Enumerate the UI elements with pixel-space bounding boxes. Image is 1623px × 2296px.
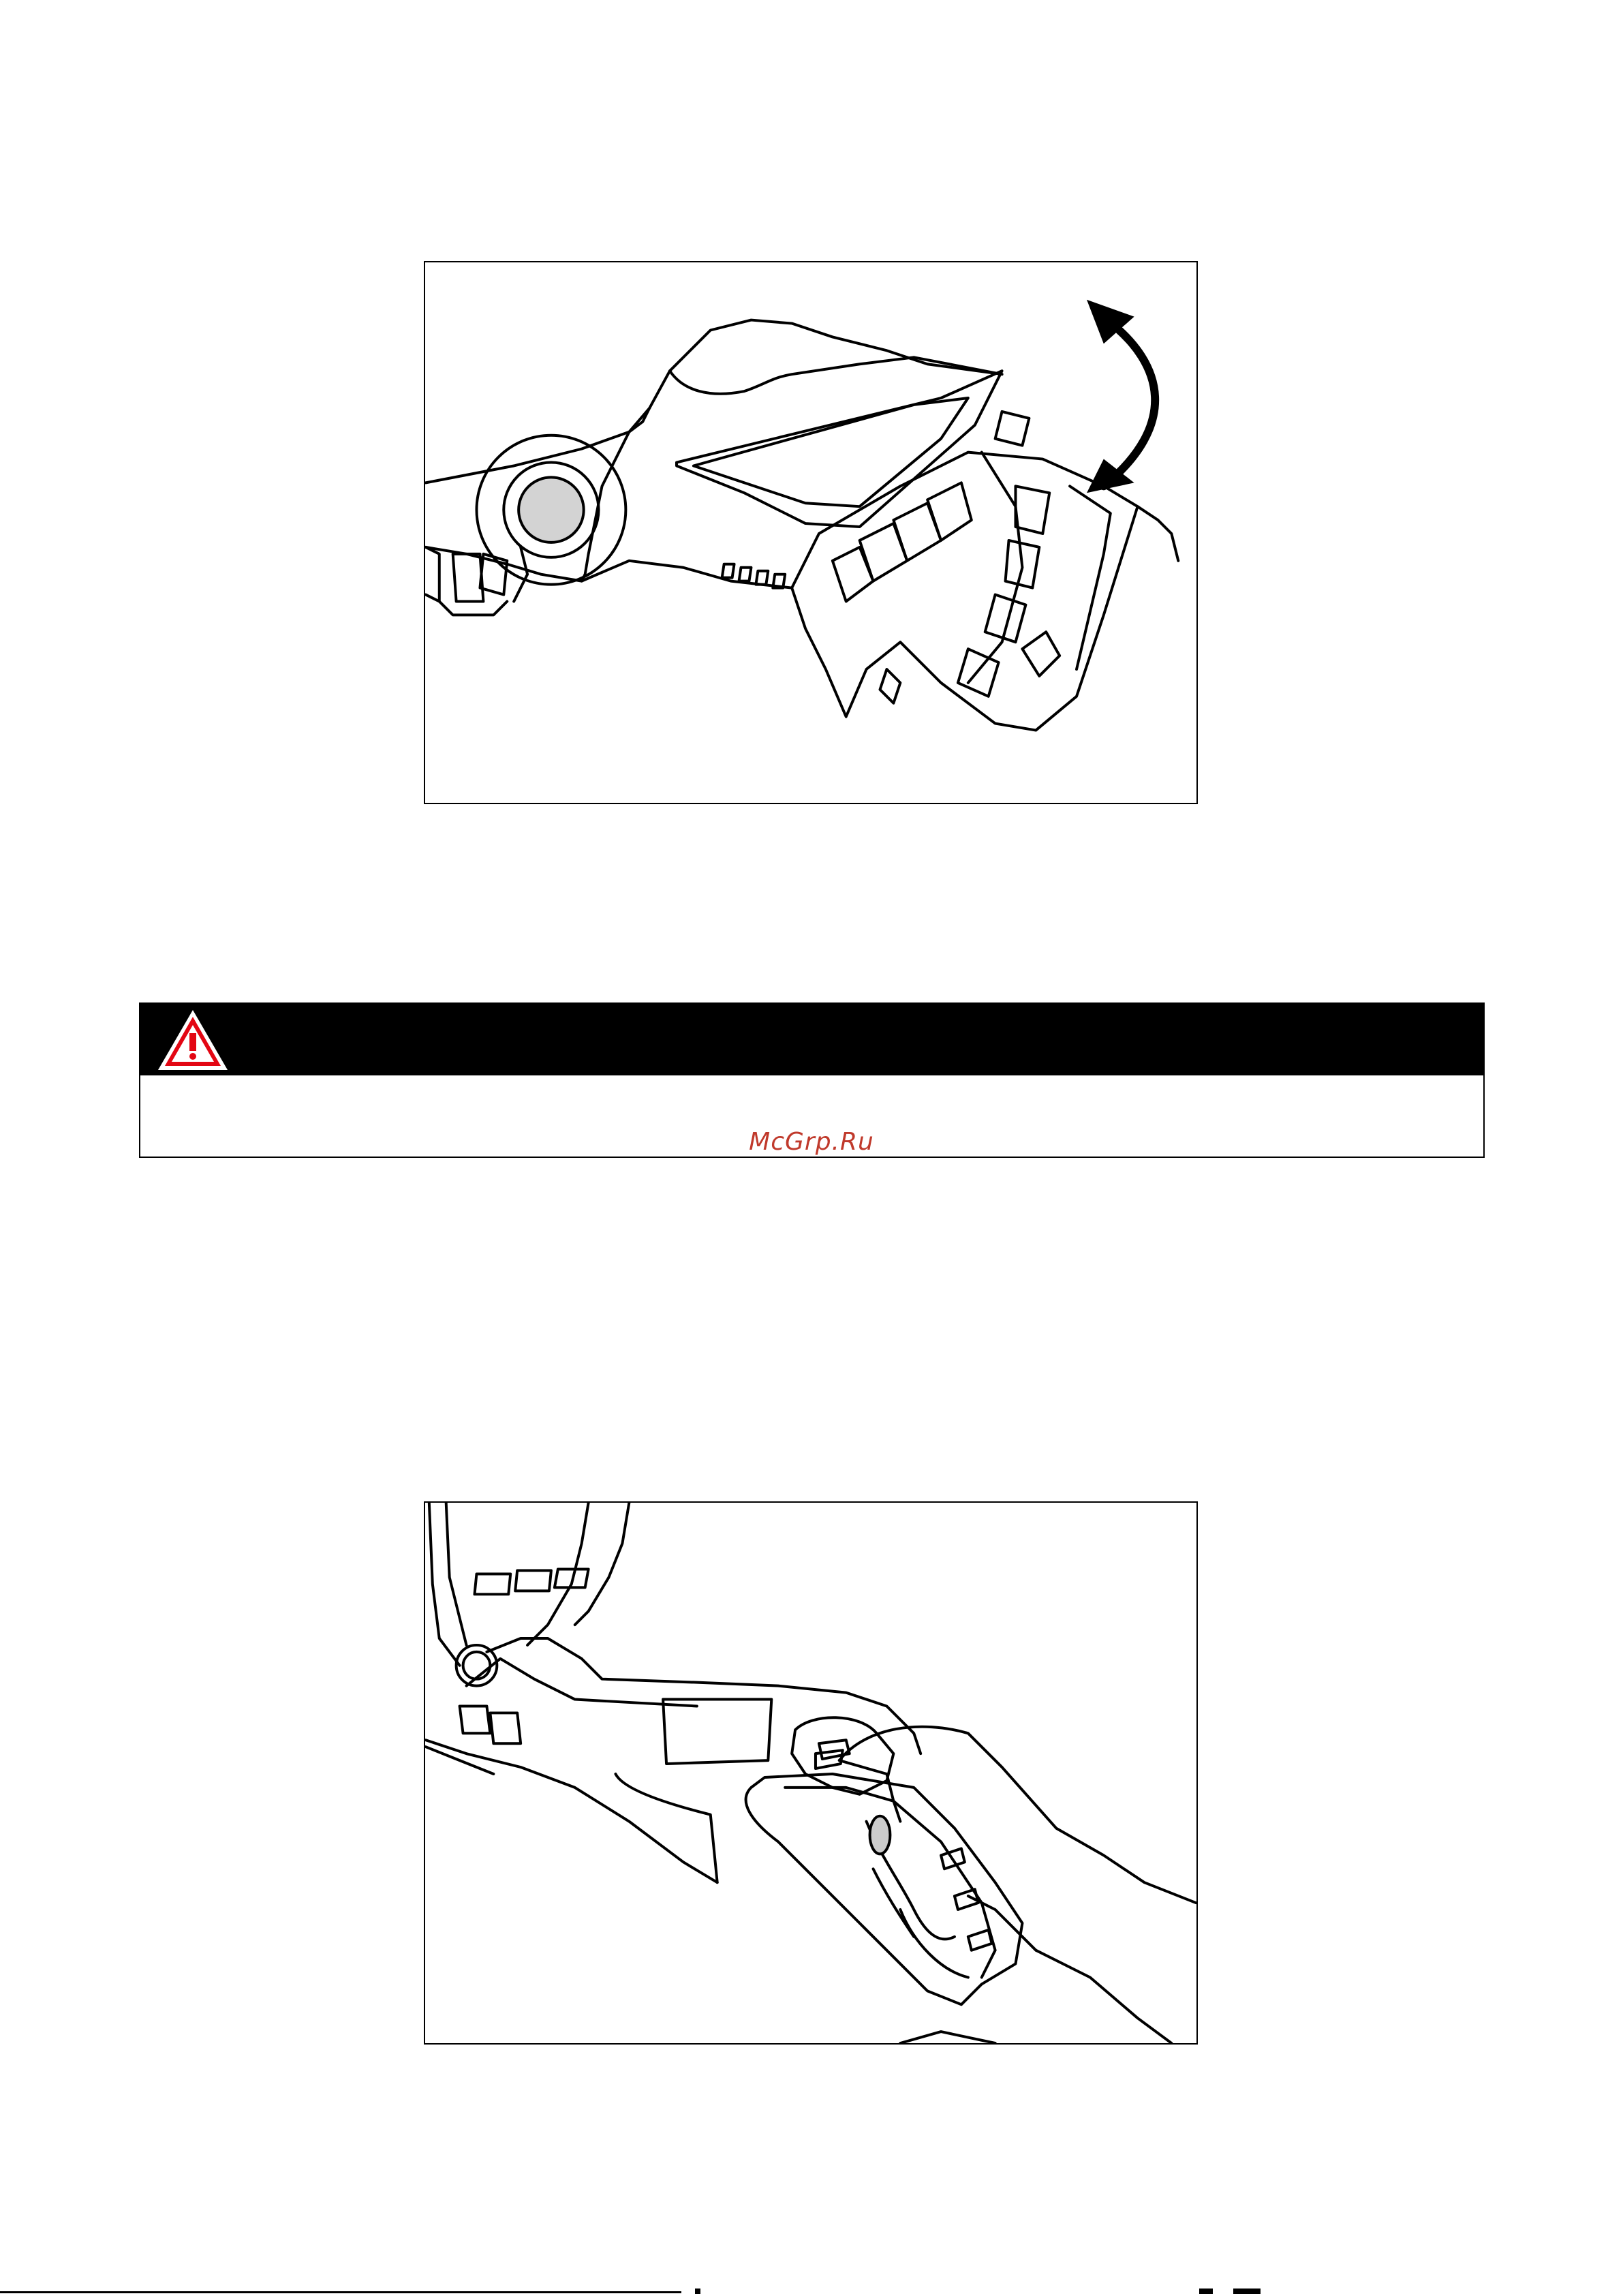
tool-head-illustration	[425, 262, 1196, 803]
figure-tool-head-adjust	[424, 261, 1198, 804]
bottom-mark	[1233, 2289, 1261, 2294]
bottom-mark	[1199, 2289, 1213, 2294]
hand-grip-illustration	[425, 1503, 1196, 2043]
bottom-rule	[0, 2291, 681, 2293]
figure-hand-grip-trigger	[424, 1501, 1198, 2045]
warning-triangle-icon	[155, 1007, 230, 1073]
warning-header	[140, 1004, 1483, 1075]
watermark: McGrp.Ru	[749, 1128, 874, 1156]
bottom-mark	[695, 2289, 700, 2294]
rotate-double-arrow-icon	[1087, 300, 1155, 493]
